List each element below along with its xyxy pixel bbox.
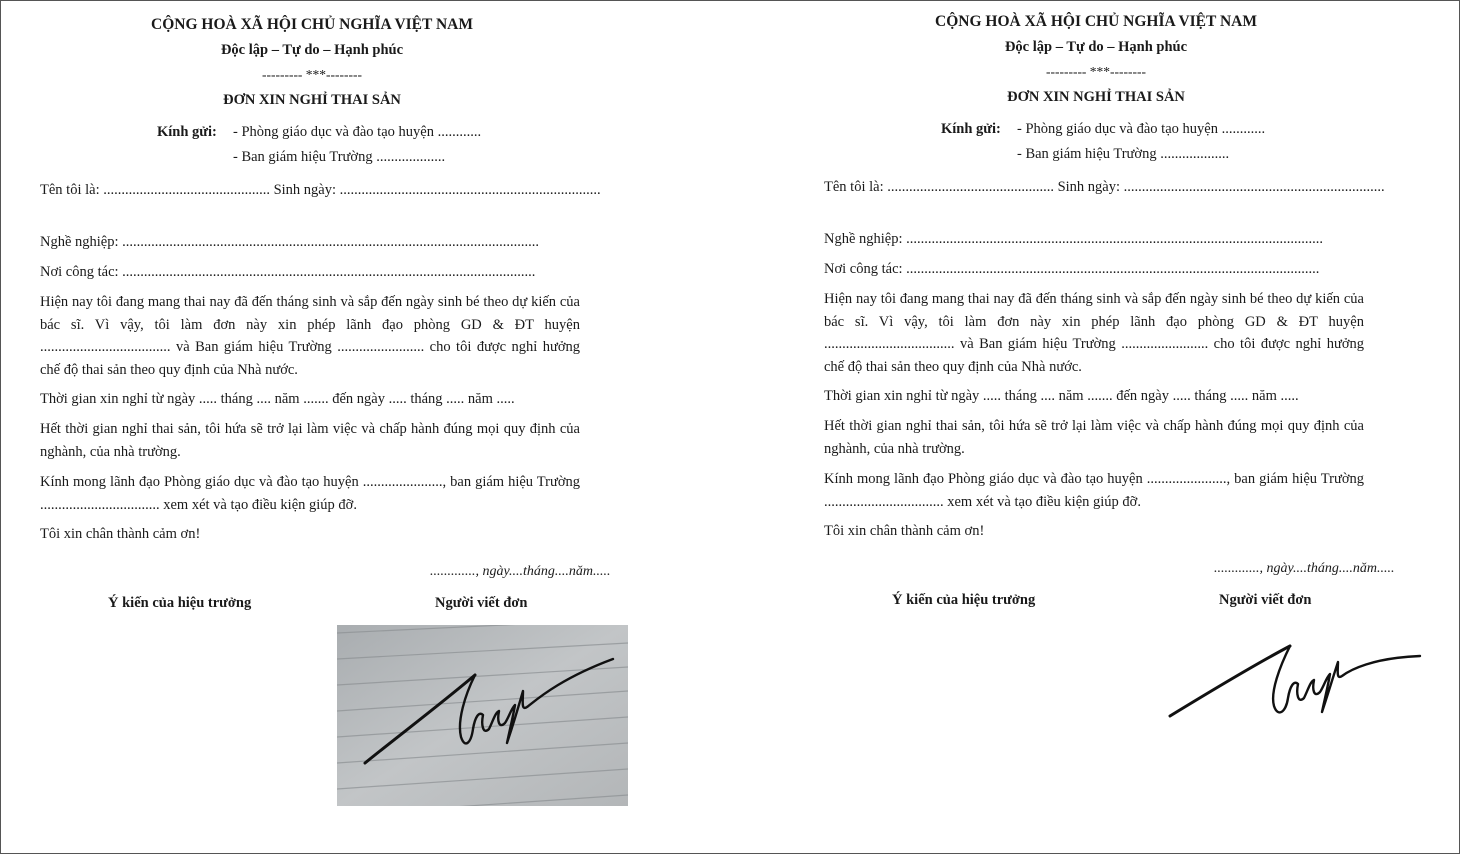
form-title: ĐƠN XIN NGHỈ THAI SẢN [223, 92, 401, 108]
recipient-2: - Ban giám hiệu Trường ................... [233, 149, 446, 165]
paragraph-request: Hiện nay tôi đang mang thai nay đã đến tháng sinh và sắp đến ngày sinh bé theo dự kiến của bác sĩ. Vì vậy, tôi làm đơn này xin phép lãnh đạo phòng GD & ĐT huyện .................................... và Ban giám hiệu Trường ........................ cho tôi được nghỉ hưởng chế độ thai sản theo quy định của Nhà nước. [824, 291, 1364, 375]
occupation-line: Nghề nghiệp: ................................................................................................................... [824, 231, 1324, 247]
date-line: ............., ngày....tháng....năm..... [430, 564, 611, 579]
paragraph-appeal: Kính mong lãnh đạo Phòng giáo dục và đào tạo huyện ......................, ban giám hiệu Trường ................................. xem xét và tạo điều kiện giúp đỡ. [40, 474, 580, 513]
document-right [806, 0, 1406, 852]
paragraph-thanks: Tôi xin chân thành cảm ơn! [40, 526, 201, 542]
principal-opinion-heading: Ý kiến của hiệu trưởng [108, 595, 252, 611]
recipient-1: - Phòng giáo dục và đào tạo huyện ............ [1017, 121, 1266, 137]
principal-opinion-heading: Ý kiến của hiệu trưởng [892, 592, 1036, 608]
signature-photo [337, 625, 628, 806]
workplace-line: Nơi công tác: .................................................................................................................. [824, 261, 1320, 277]
paragraph-period: Thời gian xin nghỉ từ ngày ..... tháng .... năm ....... đến ngày ..... tháng ..... năm ..... [824, 388, 1299, 404]
paragraph-period: Thời gian xin nghỉ từ ngày ..... tháng .... năm ....... đến ngày ..... tháng ..... năm ..... [40, 391, 515, 407]
recipient-label: Kính gửi: [941, 121, 1001, 137]
applicant-heading: Người viết đơn [1219, 592, 1312, 608]
paragraph-promise: Hết thời gian nghỉ thai sản, tôi hứa sẽ trở lại làm việc và chấp hành đúng mọi quy định của nghành, của nhà trường. [40, 421, 580, 460]
separator: --------- ***-------- [1045, 64, 1147, 79]
workplace-line: Nơi công tác: .................................................................................................................. [40, 264, 536, 280]
recipient-label: Kính gửi: [157, 124, 217, 140]
national-title: CỘNG HOÀ XÃ HỘI CHỦ NGHĨA VIỆT NAM [151, 16, 473, 33]
paragraph-appeal: Kính mong lãnh đạo Phòng giáo dục và đào tạo huyện ......................, ban giám hiệu Trường ................................. xem xét và tạo điều kiện giúp đỡ. [824, 471, 1364, 510]
recipient-1: - Phòng giáo dục và đào tạo huyện ............ [233, 124, 482, 140]
motto: Độc lập – Tự do – Hạnh phúc [220, 42, 404, 58]
national-title: CỘNG HOÀ XÃ HỘI CHỦ NGHĨA VIỆT NAM [935, 13, 1257, 30]
document-left [22, 0, 622, 852]
name-line: Tên tôi là: .............................................. Sinh ngày: ........................................................................ [40, 182, 601, 198]
name-line: Tên tôi là: .............................................. Sinh ngày: ........................................................................ [824, 179, 1385, 195]
applicant-heading: Người viết đơn [435, 595, 528, 611]
recipient-2: - Ban giám hiệu Trường ................... [1017, 146, 1230, 162]
paragraph-request: Hiện nay tôi đang mang thai nay đã đến tháng sinh và sắp đến ngày sinh bé theo dự kiến của bác sĩ. Vì vậy, tôi làm đơn này xin phép lãnh đạo phòng GD & ĐT huyện .................................... và Ban giám hiệu Trường ........................ cho tôi được nghỉ hưởng chế độ thai sản theo quy định của Nhà nước. [40, 294, 580, 378]
occupation-line: Nghề nghiệp: ................................................................................................................... [40, 234, 540, 250]
separator: --------- ***-------- [261, 67, 363, 82]
paragraph-thanks: Tôi xin chân thành cảm ơn! [824, 523, 985, 539]
signature-icon [1162, 622, 1426, 722]
form-title: ĐƠN XIN NGHỈ THAI SẢN [1007, 89, 1185, 105]
motto: Độc lập – Tự do – Hạnh phúc [1004, 39, 1188, 55]
paragraph-promise: Hết thời gian nghỉ thai sản, tôi hứa sẽ trở lại làm việc và chấp hành đúng mọi quy định của nghành, của nhà trường. [824, 418, 1364, 457]
date-line: ............., ngày....tháng....năm..... [1214, 561, 1395, 576]
